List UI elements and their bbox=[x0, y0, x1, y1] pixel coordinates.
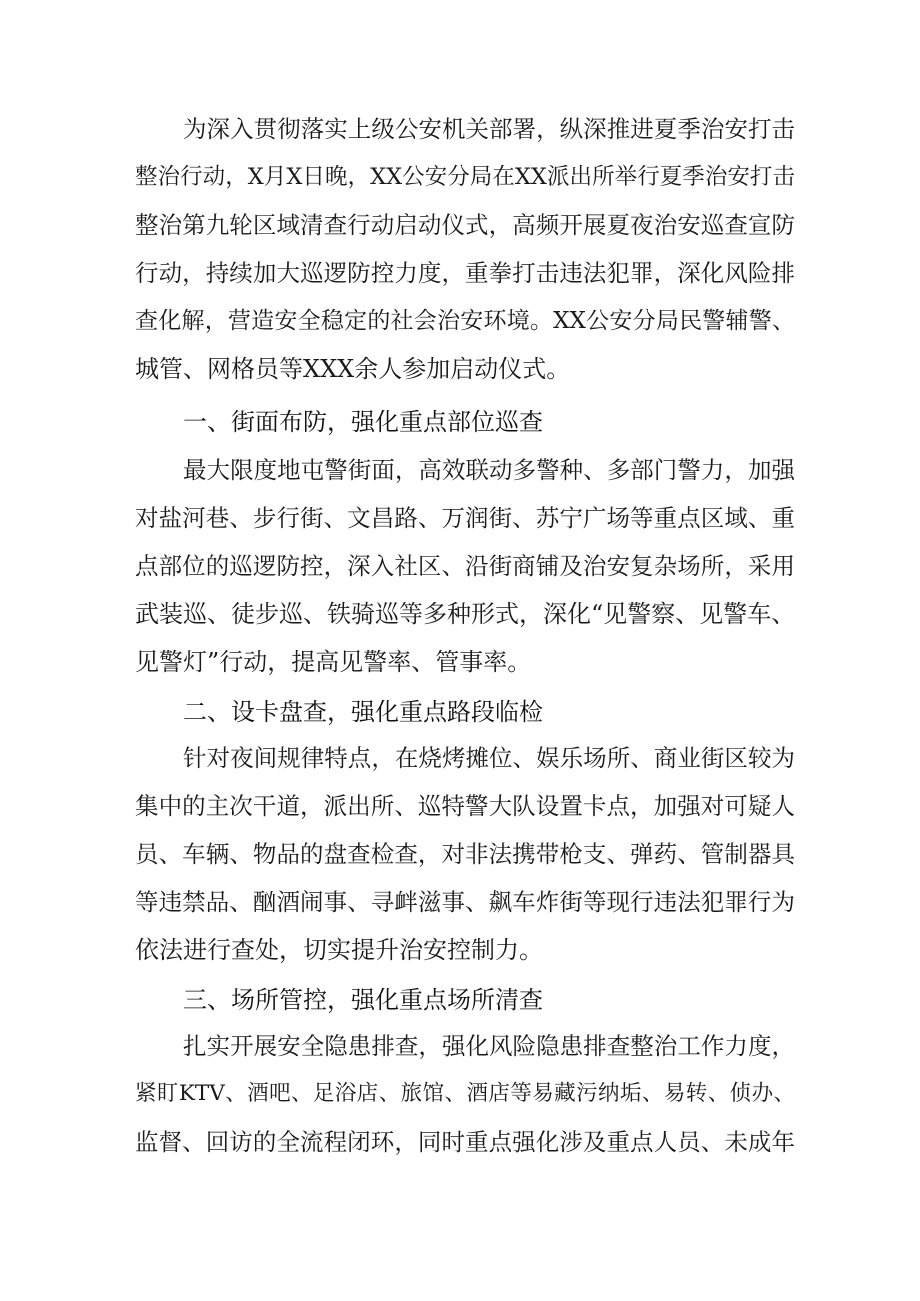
section-1-line-5: 见警灯”行动，提高见警率、管事率。 bbox=[135, 648, 532, 676]
section-2-line-3: 员、车辆、物品的盘查检查，对非法携带枪支、弹药、管制器具 bbox=[135, 840, 795, 868]
section-2-heading: 二、设卡盘查，强化重点路段临检 bbox=[183, 698, 543, 726]
section-2-line-2: 集中的主次干道，派出所、巡特警大队设置卡点，加强对可疑人 bbox=[135, 792, 795, 820]
intro-line-2: 整治行动，X月X日晚，XX公安分局在XX派出所举行夏季治安打击 bbox=[135, 164, 795, 190]
section-2-line-4: 等违禁品、酗酒闹事、寻衅滋事、飙车炸街等现行违法犯罪行为 bbox=[135, 888, 795, 916]
intro-line-5: 查化解，营造安全稳定的社会治安环境。XX公安分局民警辅警、 bbox=[135, 308, 795, 334]
section-3-line-3: 监督、回访的全流程闭环，同时重点强化涉及重点人员、未成年 bbox=[135, 1128, 795, 1156]
section-1-line-2: 对盐河巷、步行街、文昌路、万润街、苏宁广场等重点区域、重 bbox=[135, 504, 795, 532]
intro-line-1: 为深入贯彻落实上级公安机关部署，纵深推进夏季治安打击 bbox=[183, 115, 795, 143]
intro-line-6: 城管、网格员等XXX余人参加启动仪式。 bbox=[135, 355, 571, 383]
section-2-line-1: 针对夜间规律特点，在烧烤摊位、娱乐场所、商业街区较为 bbox=[183, 744, 795, 772]
intro-line-3: 整治第九轮区域清查行动启动仪式，高频开展夏夜治安巡查宣防 bbox=[135, 211, 795, 239]
section-1-heading: 一、街面布防，强化重点部位巡查 bbox=[183, 408, 543, 436]
section-3-line-2: 紧盯KTV、酒吧、足浴店、旅馆、酒店等易藏污纳垢、易转、侦办、 bbox=[135, 1081, 795, 1106]
section-3-heading: 三、场所管控，强化重点场所清查 bbox=[183, 986, 543, 1014]
section-1-line-4: 武装巡、徒步巡、铁骑巡等多种形式，深化“见警察、见警车、 bbox=[135, 600, 796, 628]
section-1-line-3: 点部位的巡逻防控，深入社区、沿街商铺及治安复杂场所，采用 bbox=[135, 552, 795, 580]
intro-line-4: 行动，持续加大巡逻防控力度，重拳打击违法犯罪，深化风险排 bbox=[135, 259, 795, 287]
section-3-line-1: 扎实开展安全隐患排查，强化风险隐患排查整治工作力度， bbox=[183, 1032, 795, 1060]
section-1-line-1: 最大限度地屯警街面，高效联动多警种、多部门警力，加强 bbox=[183, 456, 795, 484]
section-2-line-5: 依法进行查处，切实提升治安控制力。 bbox=[135, 936, 543, 964]
